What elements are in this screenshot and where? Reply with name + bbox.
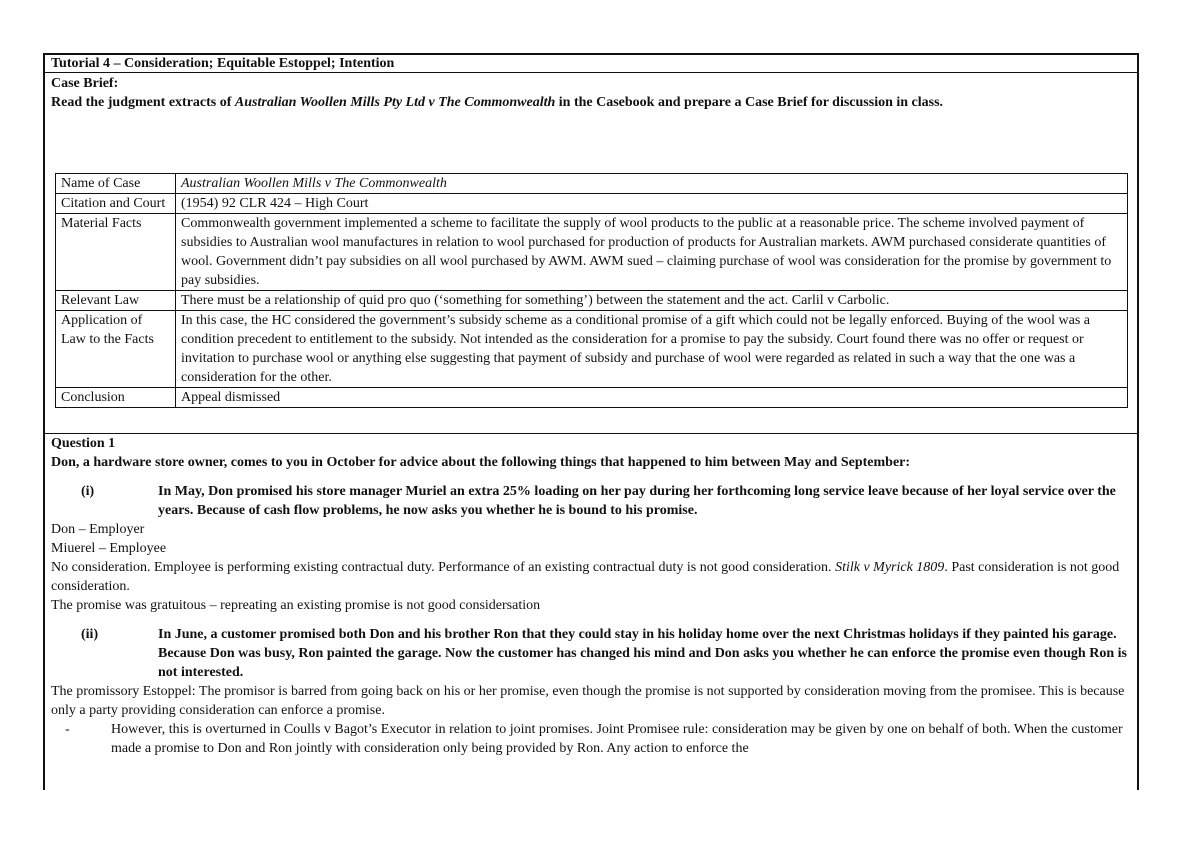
row-value: There must be a relationship of quid pro quo (‘something for something’) between the statement and the act. Carlil v Carbolic. xyxy=(176,291,1128,311)
sub-question-text: In June, a customer promised both Don and his brother Ron that they could stay in his holiday home over the next Christmas holidays if they painted his garage. Because Don was busy, Ron painted the garage. Now the customer has changed his mind and Don asks you whether he can enforce the promise even though Ron is not interested. xyxy=(158,627,1127,680)
answer-i xyxy=(51,520,1131,615)
question-1-intro: Don, a hardware store owner, comes to you in October for advice about the following things that happened to him between May and September: xyxy=(51,455,911,470)
prompt-after: in the Casebook and prepare a Case Brief for discussion in class. xyxy=(555,95,944,110)
case-brief-table xyxy=(55,173,1128,408)
row-value: Appeal dismissed xyxy=(176,388,1128,408)
bullet-item xyxy=(51,720,1131,758)
case-brief-section xyxy=(45,73,1137,112)
case-brief-prompt xyxy=(51,93,1131,112)
row-value xyxy=(176,174,1128,194)
table-row xyxy=(56,388,1128,408)
answer-paragraph: The promissory Estoppel: The promisor is barred from going back on his or her promise, even though the promise is not supported by consideration moving from the promisee. This is because only a party providing consideration can enforce a promise. xyxy=(51,684,1125,718)
sub-question-number: (ii) xyxy=(81,627,99,642)
table-row xyxy=(56,291,1128,311)
prompt-before: Read the judgment extracts of xyxy=(51,95,235,110)
bullet-dash: - xyxy=(65,722,70,737)
table-row xyxy=(56,311,1128,388)
row-label: Application of Law to the Facts xyxy=(56,311,176,388)
row-value: (1954) 92 CLR 424 – High Court xyxy=(176,194,1128,214)
answer-ii xyxy=(51,682,1131,758)
row-label: Name of Case xyxy=(56,174,176,194)
answer-line: Miuerel – Employee xyxy=(51,541,167,556)
question-1-heading: Question 1 xyxy=(51,436,116,451)
row-value: Commonwealth government implemented a scheme to facilitate the supply of wool products to the public at a reasonable price. The scheme involved payment of subsidies to Australian wool manufactures in relation to wool purchased for production of products for Australian markets. AWM purchased considerate quantities of wool. Government didn’t pay subsidies on all wool purchased by AWM. AWM sued – claiming purchase of wool was consideration for the promise by government to pay subsidies. xyxy=(176,214,1128,291)
row-label: Relevant Law xyxy=(56,291,176,311)
sub-question-number: (i) xyxy=(81,484,95,499)
bullet-text: However, this is overturned in Coulls v Bagot’s Executor in relation to joint promises. Joint Promisee rule: consideration may be given by one on behalf of both. When the customer made a promise to Don and Ron jointly with consideration only being provided by Ron. Any action to enforce the xyxy=(111,722,1123,756)
case-name-value: Australian Woollen Mills v The Commonwealth xyxy=(181,176,447,191)
answer-line xyxy=(51,558,1131,596)
answer-line: Don – Employer xyxy=(51,522,145,537)
sub-question-i xyxy=(51,482,1131,520)
prompt-case-name: Australian Woollen Mills Pty Ltd v The Commonwealth xyxy=(234,95,556,110)
answer-text: . Past consideration is not good consideration. xyxy=(51,560,1120,594)
sub-question-text: In May, Don promised his store manager Muriel an extra 25% loading on her pay during her forthcoming long service leave because of her loyal service over the years. Because of cash flow problems, he now asks you whether he is bound to his promise. xyxy=(158,484,1116,518)
row-label: Conclusion xyxy=(56,388,176,408)
document-page xyxy=(43,53,1139,790)
sub-question-ii xyxy=(51,625,1131,682)
question-1-section xyxy=(45,433,1137,758)
table-row xyxy=(56,194,1128,214)
table-row xyxy=(56,174,1128,194)
case-citation: Stilk v Myrick 1809 xyxy=(835,560,945,575)
row-label: Citation and Court xyxy=(56,194,176,214)
answer-line: The promise was gratuitous – repreating an existing promise is not good considersation xyxy=(51,598,541,613)
table-row xyxy=(56,214,1128,291)
case-brief-heading: Case Brief: xyxy=(51,76,119,91)
row-value: In this case, the HC considered the government’s subsidy scheme as a conditional promise of a gift which could not be legally enforced. Buying of the wool was a condition precedent to entitlement to the subsidy. Not intended as the consideration for a promise to pay the subsidy. Court found there was no offer or request or invitation to purchase wool or anything else suggesting that payment of subsidy and purchase of wool were regarded as related in such a way that the one was a consideration for the other. xyxy=(176,311,1128,388)
row-label: Material Facts xyxy=(56,214,176,291)
answer-text: No consideration. Employee is performing existing contractual duty. Performance of an existing contractual duty is not good consideration. xyxy=(51,560,836,575)
tutorial-title: Tutorial 4 – Consideration; Equitable Estoppel; Intention xyxy=(45,55,1137,73)
